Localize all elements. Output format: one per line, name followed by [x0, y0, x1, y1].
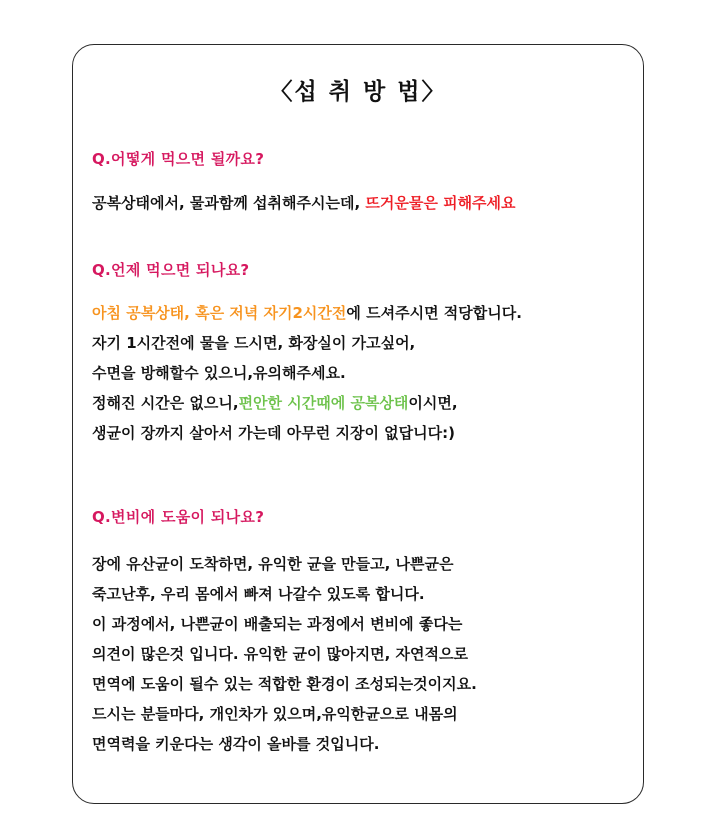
answer-constipation: [92, 549, 477, 759]
page-title: 〈섭 취 방 법〉: [269, 79, 447, 105]
answer-line: [92, 298, 522, 328]
warning-text: 뜨거운물은 피해주세요: [365, 194, 516, 212]
question-how-to-take: Q.어떻게 먹으면 될까요?: [92, 150, 265, 168]
answer-line: [92, 388, 522, 418]
question-when-to-take: Q.언제 먹으면 되나요?: [92, 261, 250, 279]
answer-line: 자기 1시간전에 물을 드시면, 화장실이 가고싶어,: [92, 334, 416, 352]
answer-text: 정해진 시간은 없으니,: [92, 394, 239, 412]
answer-line: 면역에 도움이 될수 있는 적합한 환경이 조성되는것이지요.: [92, 675, 477, 693]
answer-line: 죽고난후, 우리 몸에서 빠져 나갈수 있도록 합니다.: [92, 585, 425, 603]
answer-line: 장에 유산균이 도착하면, 유익한 균을 만들고, 나쁜균은: [92, 555, 454, 573]
answer-line: 이 과정에서, 나쁜균이 배출되는 과정에서 변비에 좋다는: [92, 615, 463, 633]
answer-text: 이시면,: [408, 394, 458, 412]
answer-line: 면역력을 키운다는 생각이 올바를 것입니다.: [92, 735, 380, 753]
question-constipation: Q.변비에 도움이 되나요?: [92, 508, 265, 526]
answer-line: 수면을 방해할수 있으니,유의해주세요.: [92, 364, 346, 382]
answer-line: [92, 188, 516, 218]
answer-line: 생균이 장까지 살아서 가는데 아무런 지장이 없답니다:): [92, 424, 455, 442]
answer-line: 드시는 분들마다, 개인차가 있으며,유익한균으로 내몸의: [92, 705, 458, 723]
highlight-time-text: 아침 공복상태, 혹은 저녁 자기2시간전: [92, 304, 347, 322]
answer-text: 공복상태에서, 물과함께 섭취해주시는데,: [92, 194, 366, 212]
answer-when-to-take: [92, 298, 522, 448]
answer-how-to-take: [92, 188, 516, 218]
answer-line: 의견이 많은것 입니다. 유익한 균이 많아지면, 자연적으로: [92, 645, 469, 663]
highlight-comfort-text: 편안한 시간때에 공복상태: [238, 394, 409, 412]
answer-text: 에 드셔주시면 적당합니다.: [346, 304, 522, 322]
